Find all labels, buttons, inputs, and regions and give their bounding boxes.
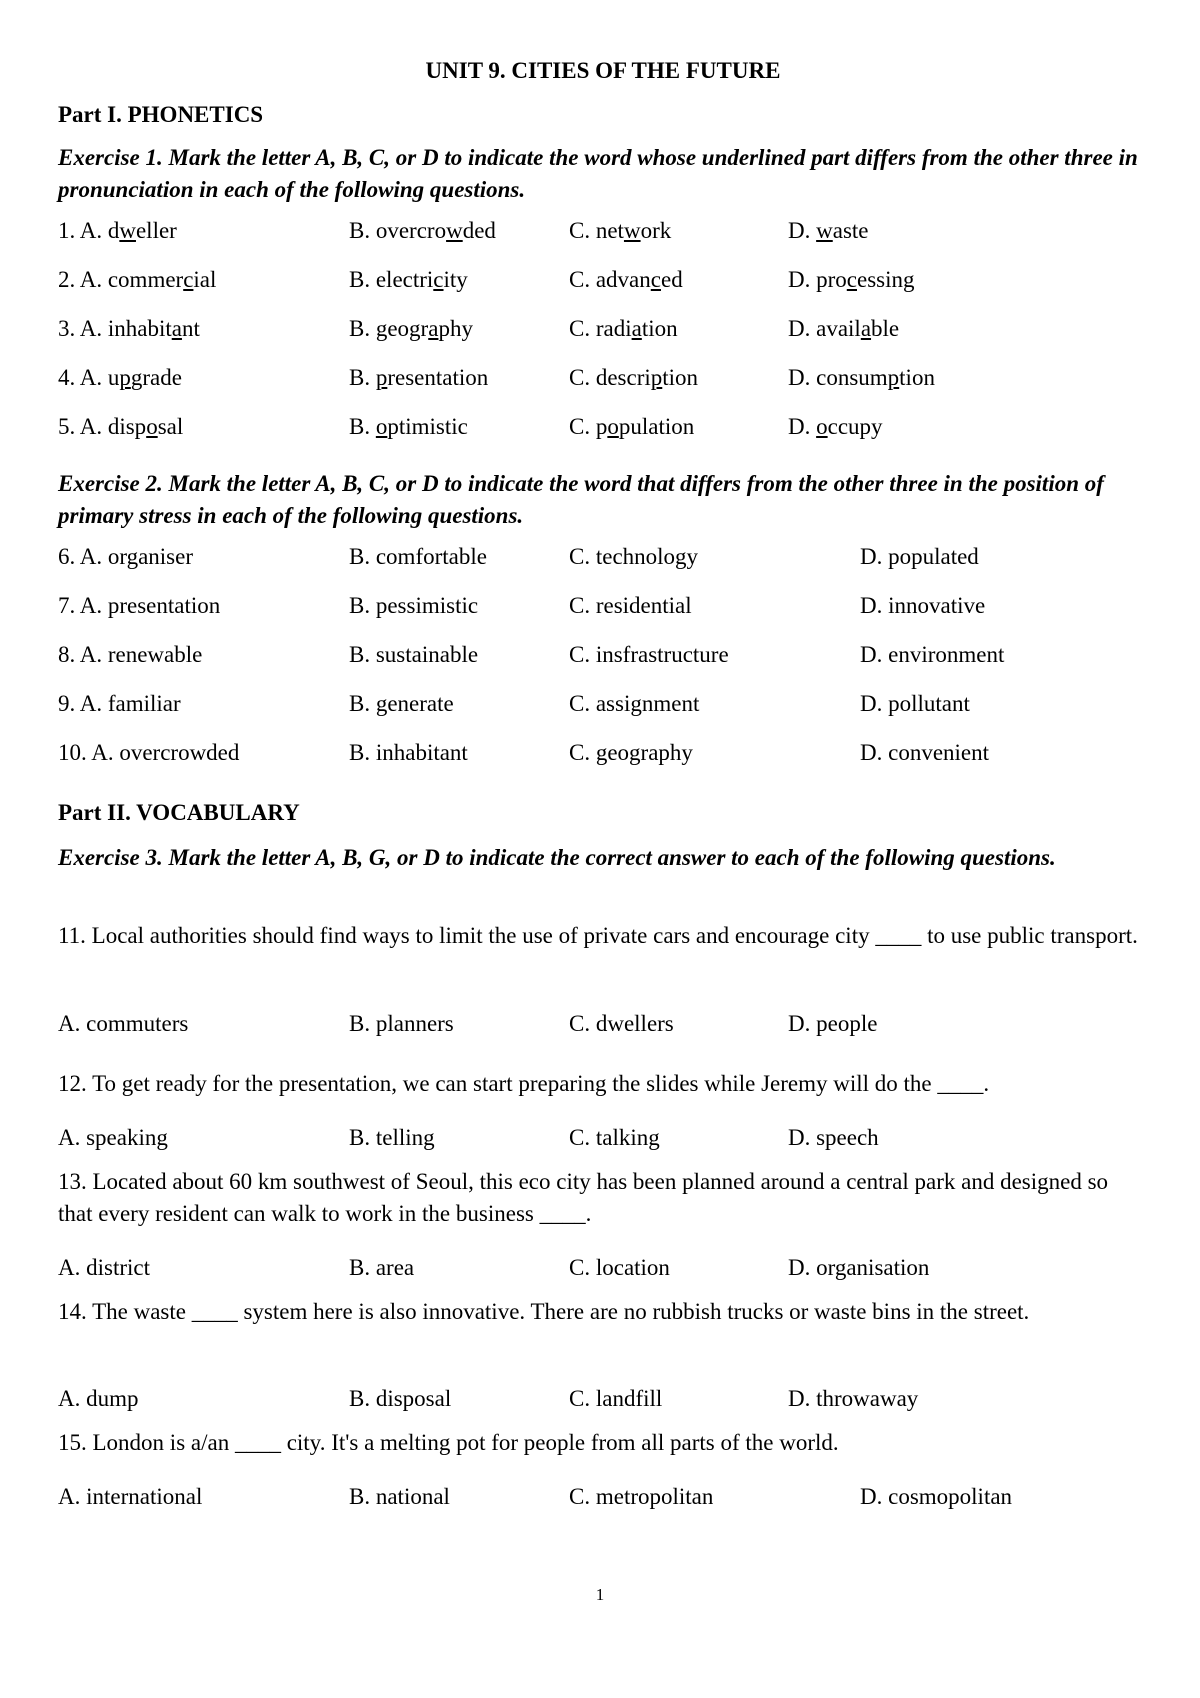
question-options-11	[58, 1011, 1148, 1041]
option-d: D. consumption	[788, 365, 935, 390]
option-c: C. landfill	[569, 1386, 663, 1411]
option-d: D. pollutant	[860, 691, 970, 716]
question-row-7	[58, 593, 1148, 623]
option-a: 4. A. upgrade	[58, 365, 182, 390]
exercise2-instruction: Exercise 2. Mark the letter A, B, C, or D to indicate the word that differs from the other three in the position of primary stress in each of the following questions.	[58, 471, 1104, 528]
option-d: D. processing	[788, 267, 915, 292]
question-options-12	[58, 1125, 1148, 1155]
option-a: A. speaking	[58, 1125, 168, 1150]
option-d: D. environment	[860, 642, 1005, 667]
option-b: B. sustainable	[349, 642, 479, 667]
question-options-15	[58, 1484, 1148, 1514]
question-row-9	[58, 691, 1148, 721]
option-b: B. optimistic	[349, 414, 468, 439]
question-text-15: 15. London is a/an ____ city. It's a melting pot for people from all parts of the world.	[58, 1430, 839, 1455]
option-c: C. insfrastructure	[569, 642, 729, 667]
question-text-14: 14. The waste ____ system here is also innovative. There are no rubbish trucks or waste bins in the street.	[58, 1299, 1030, 1324]
option-b: B. comfortable	[349, 544, 487, 569]
exercise3-instruction: Exercise 3. Mark the letter A, B, G, or D to indicate the correct answer to each of the following questions.	[58, 845, 1056, 870]
option-a: 3. A. inhabitant	[58, 316, 200, 341]
option-b: B. inhabitant	[349, 740, 468, 765]
page-number: 1	[595, 1585, 605, 1604]
option-c: C. radiation	[569, 316, 678, 341]
question-row-8	[58, 642, 1148, 672]
question-row-6	[58, 544, 1148, 574]
option-a: 9. A. familiar	[58, 691, 181, 716]
option-d: D. waste	[788, 218, 869, 243]
option-b: B. pessimistic	[349, 593, 479, 618]
exercise1-instruction: Exercise 1. Mark the letter A, B, C, or D to indicate the word whose underlined part differs from the other three in pronunciation in each of the following questions.	[58, 145, 1138, 202]
option-b: B. overcrowded	[349, 218, 496, 243]
part1-heading: Part I. PHONETICS	[58, 102, 264, 127]
question-row-3	[58, 316, 1148, 346]
option-a: A. district	[58, 1255, 150, 1280]
option-d: D. throwaway	[788, 1386, 919, 1411]
question-row-2	[58, 267, 1148, 297]
option-d: D. convenient	[860, 740, 990, 765]
option-b: B. disposal	[349, 1386, 452, 1411]
option-a: 7. A. presentation	[58, 593, 221, 618]
option-c: C. description	[569, 365, 699, 390]
option-a: 6. A. organiser	[58, 544, 194, 569]
option-a: 1. A. dweller	[58, 218, 177, 243]
question-row-5	[58, 414, 1148, 444]
option-c: C. population	[569, 414, 695, 439]
question-row-10	[58, 740, 1148, 770]
option-c: C. assignment	[569, 691, 700, 716]
page-title: UNIT 9. CITIES OF THE FUTURE	[425, 58, 781, 83]
option-b: B. national	[349, 1484, 450, 1509]
option-d: D. cosmopolitan	[860, 1484, 1013, 1509]
option-b: B. presentation	[349, 365, 489, 390]
option-a: A. commuters	[58, 1011, 189, 1036]
question-options-13	[58, 1255, 1148, 1285]
option-b: B. area	[349, 1255, 415, 1280]
option-b: B. electricity	[349, 267, 468, 292]
option-c: C. dwellers	[569, 1011, 674, 1036]
option-c: C. technology	[569, 544, 699, 569]
option-a: 5. A. disposal	[58, 414, 184, 439]
option-c: C. network	[569, 218, 672, 243]
option-d: D. people	[788, 1011, 878, 1036]
option-a: A. international	[58, 1484, 203, 1509]
option-d: D. occupy	[788, 414, 883, 439]
option-a: A. dump	[58, 1386, 139, 1411]
option-a: 2. A. commercial	[58, 267, 217, 292]
option-b: B. geography	[349, 316, 473, 341]
option-d: D. available	[788, 316, 900, 341]
option-c: C. metropolitan	[569, 1484, 714, 1509]
option-c: C. location	[569, 1255, 670, 1280]
option-d: D. speech	[788, 1125, 879, 1150]
option-b: B. telling	[349, 1125, 435, 1150]
question-row-4	[58, 365, 1148, 395]
option-c: C. geography	[569, 740, 693, 765]
question-text-13: 13. Located about 60 km southwest of Seoul, this eco city has been planned around a central park and designed so that every resident can walk to work in the business ____.	[58, 1169, 1109, 1226]
option-c: C. talking	[569, 1125, 660, 1150]
option-b: B. generate	[349, 691, 454, 716]
option-c: C. residential	[569, 593, 692, 618]
part2-heading: Part II. VOCABULARY	[58, 800, 300, 825]
option-d: D. populated	[860, 544, 979, 569]
question-text-12: 12. To get ready for the presentation, we can start preparing the slides while Jeremy will do the ____.	[58, 1071, 990, 1096]
question-text-11: 11. Local authorities should find ways to limit the use of private cars and encourage city ____ to use public transport.	[58, 923, 1138, 948]
option-c: C. advanced	[569, 267, 683, 292]
option-a: 10. A. overcrowded	[58, 740, 240, 765]
question-options-14	[58, 1386, 1148, 1416]
option-a: 8. A. renewable	[58, 642, 203, 667]
option-d: D. organisation	[788, 1255, 930, 1280]
question-row-1	[58, 218, 1148, 248]
option-b: B. planners	[349, 1011, 454, 1036]
option-d: D. innovative	[860, 593, 986, 618]
